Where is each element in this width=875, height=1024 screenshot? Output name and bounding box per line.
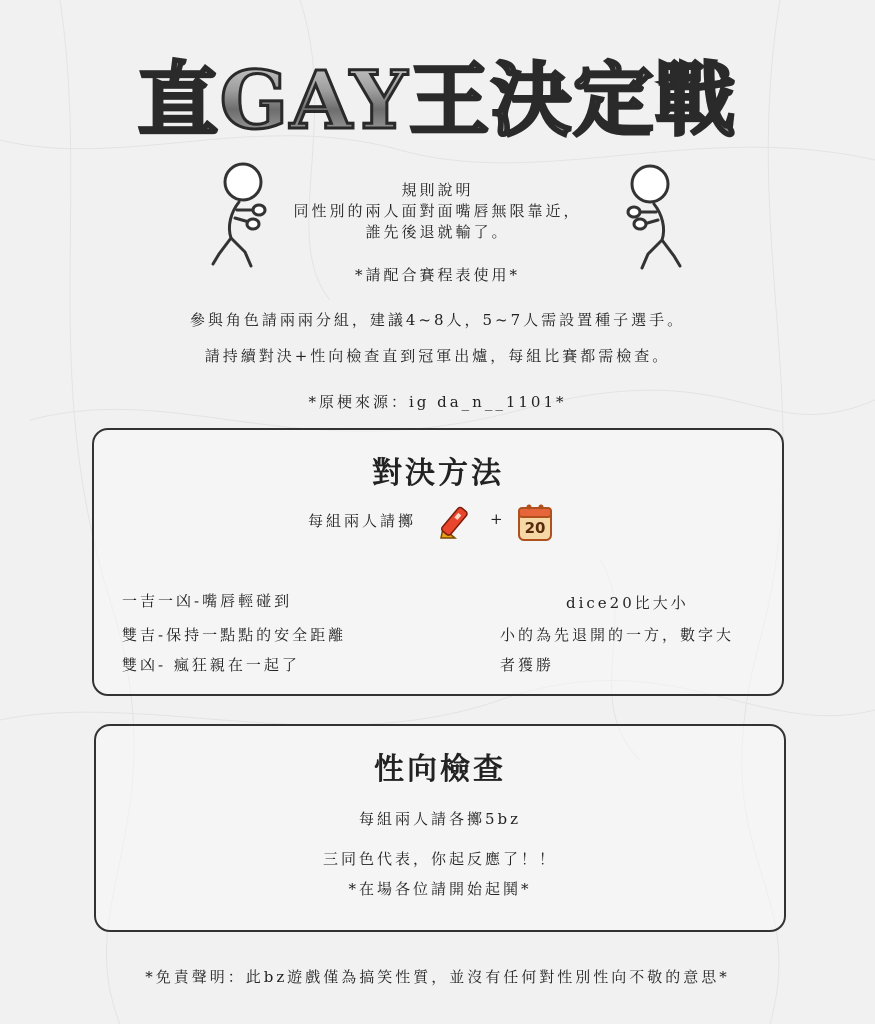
right-rule-3: 者獲勝 [500, 656, 555, 674]
rules-line-1: 同性別的兩人面對面嘴唇無限靠近， [293, 202, 582, 220]
orientation-line-1: 每組兩人請各擲5bz [358, 810, 522, 828]
duel-method-panel [92, 428, 784, 696]
orientation-line-3: *在場各位請開始起鬨* [348, 880, 532, 898]
source-note: *原梗來源：ig da_n__1101* [308, 393, 567, 411]
roll-label: 每組兩人請擲 [308, 512, 417, 530]
orientation-check-panel [94, 724, 786, 932]
orientation-line-2: 三同色代表，你起反應了！！ [322, 850, 557, 868]
orientation-check-title: 性向檢查 [374, 752, 506, 787]
omikuji-stick-icon [437, 500, 477, 540]
left-rule-3: 雙凶- 瘋狂親在一起了 [122, 656, 300, 674]
rules-description [0, 180, 875, 243]
left-rule-1: 一吉一凶-嘴唇輕碰到 [122, 592, 293, 610]
continue-note: 請持續對決+性向檢查直到冠軍出爐，每組比賽都需檢查。 [204, 347, 671, 365]
right-rule-1: dice20比大小 [566, 594, 689, 612]
rules-heading: 規則說明 [401, 181, 474, 199]
disclaimer: *免責聲明：此bz遊戲僅為搞笑性質，並沒有任何對性別性向不敬的意思* [145, 968, 730, 986]
rules-line-2: 誰先後退就輸了。 [365, 223, 510, 241]
bracket-note: *請配合賽程表使用* [354, 266, 520, 284]
left-rule-2: 雙吉-保持一點點的安全距離 [122, 626, 347, 644]
duel-method-title: 對決方法 [372, 456, 504, 491]
dice-number: 20 [524, 519, 546, 537]
page-title: 直GAY王決定戰 [0, 52, 875, 148]
plus-sign: + [490, 510, 503, 528]
right-rule-2: 小的為先退開的一方，數字大 [500, 626, 735, 644]
grouping-note: 參與角色請兩兩分組，建議4~8人，5~7人需設置種子選手。 [189, 311, 686, 329]
